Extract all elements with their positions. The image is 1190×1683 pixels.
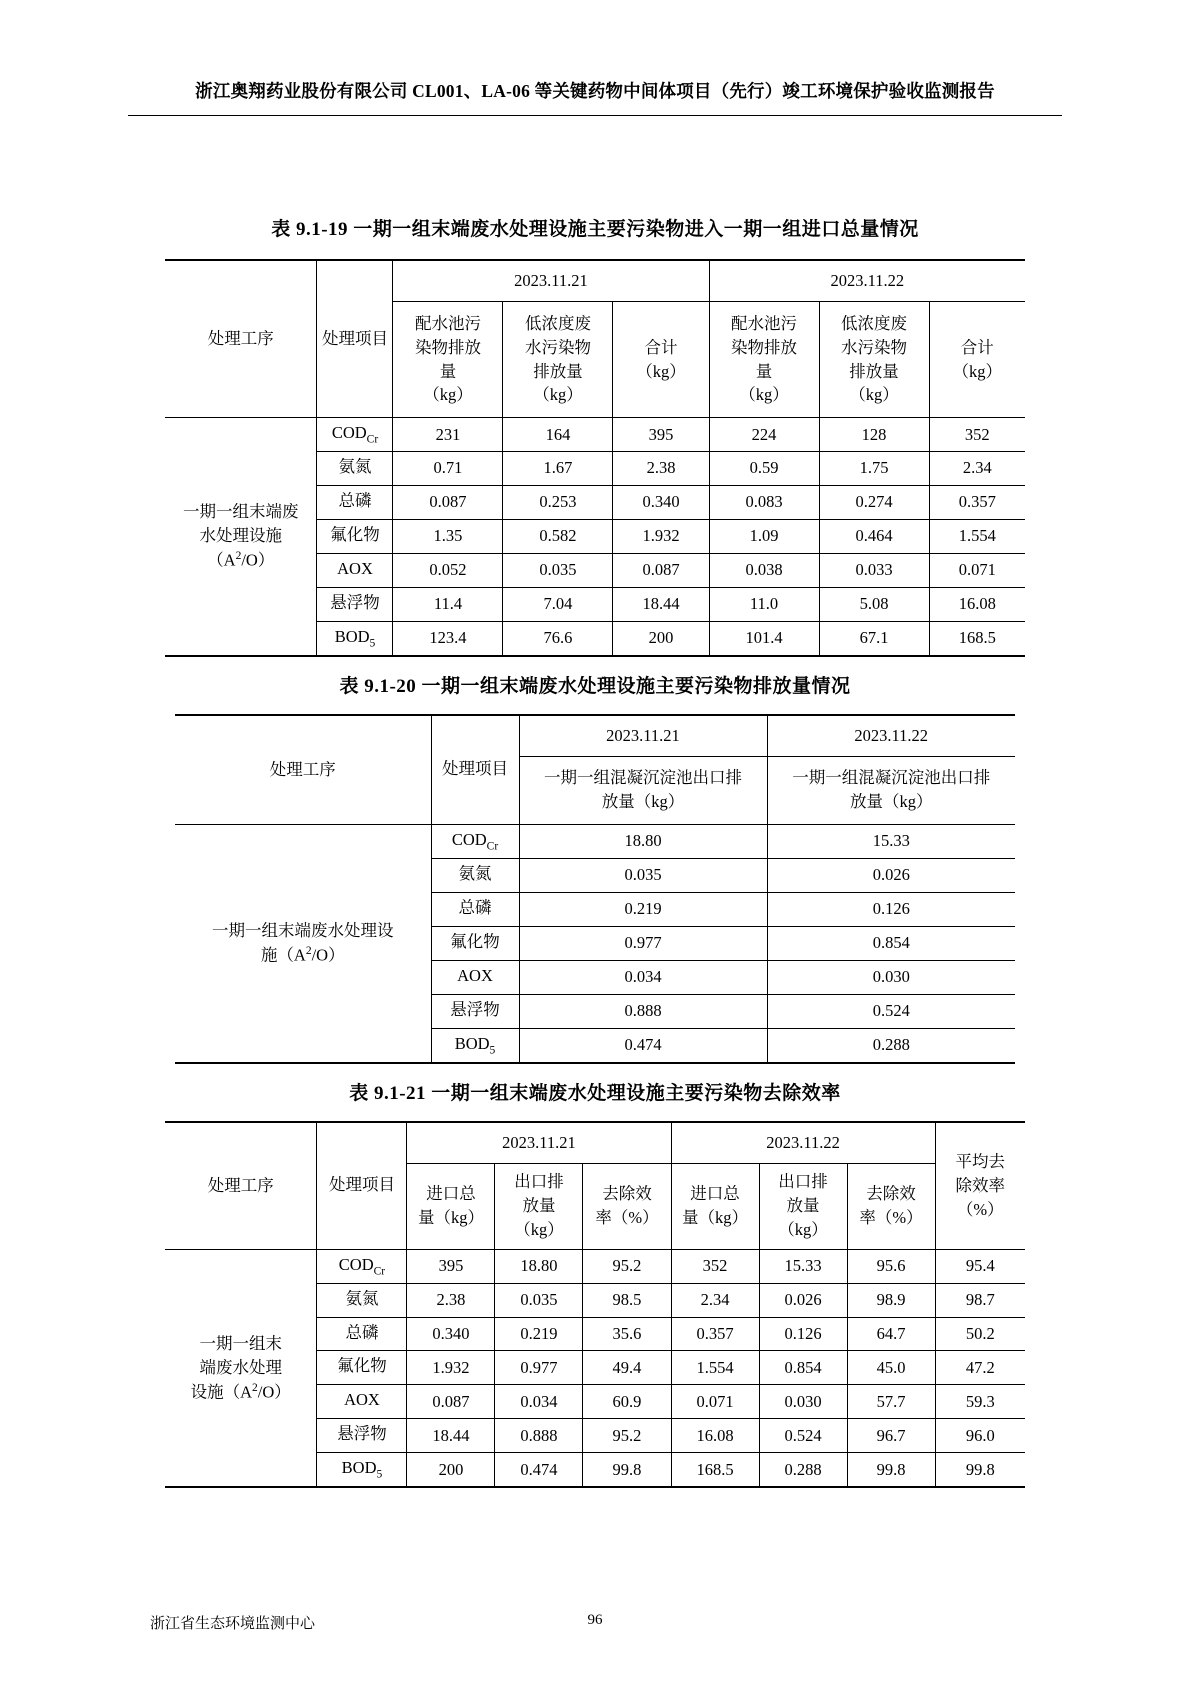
line: 端废水处理 bbox=[199, 1357, 282, 1377]
t1-row1-c0: 0.71 bbox=[393, 451, 503, 485]
t3-row2-c0: 0.340 bbox=[407, 1317, 495, 1351]
t1-row5-c3: 11.0 bbox=[709, 587, 819, 621]
line: （kg） bbox=[778, 1220, 828, 1240]
t3-row4-c3: 0.071 bbox=[671, 1385, 759, 1419]
t1-header-process: 处理工序 bbox=[165, 260, 317, 418]
t3-row1-c2: 98.5 bbox=[583, 1283, 671, 1317]
t1-row4-c5: 0.071 bbox=[929, 553, 1025, 587]
line: 出口排 bbox=[514, 1172, 564, 1192]
table-9-1-20-title: 表 9.1-20 一期一组末端废水处理设施主要污染物排放量情况 bbox=[339, 675, 851, 697]
t3-row2-c1: 0.219 bbox=[495, 1317, 583, 1351]
t2-process-name bbox=[175, 824, 431, 1062]
t2-header-date2: 2023.11.22 bbox=[767, 715, 1015, 757]
t2-subheader-1 bbox=[519, 756, 767, 824]
t3-row0-c2: 95.2 bbox=[583, 1249, 671, 1283]
t1-row3-item: 氟化物 bbox=[317, 519, 393, 553]
t3-row3-item: 氟化物 bbox=[317, 1351, 407, 1385]
t3-row2-c3: 0.357 bbox=[671, 1317, 759, 1351]
t3-row2-c4: 0.126 bbox=[759, 1317, 847, 1351]
t3-row2-c2: 35.6 bbox=[583, 1317, 671, 1351]
t2-row4-c0: 0.034 bbox=[519, 960, 767, 994]
line: 水污染物 bbox=[524, 337, 591, 357]
t1-header-item-text: 处理项目 bbox=[321, 328, 388, 348]
t3-row4-item: AOX bbox=[317, 1385, 407, 1419]
line: 量（kg） bbox=[417, 1208, 484, 1228]
t3-row5-c3: 16.08 bbox=[671, 1419, 759, 1453]
t1-row3-c2: 1.932 bbox=[613, 519, 709, 553]
line: 排放量 bbox=[533, 361, 583, 381]
t1-subheader-6 bbox=[929, 302, 1025, 418]
t1-row2-c3: 0.083 bbox=[709, 485, 819, 519]
t3-subheader-in2 bbox=[671, 1163, 759, 1249]
t1-row2-c2: 0.340 bbox=[613, 485, 709, 519]
t3-subheader-eff1 bbox=[583, 1163, 671, 1249]
t3-row4-c0: 0.087 bbox=[407, 1385, 495, 1419]
line: 量 bbox=[439, 361, 457, 381]
t1-process-name bbox=[165, 418, 317, 656]
t1-row2-c5: 0.357 bbox=[929, 485, 1025, 519]
t2-row0-c0: 18.80 bbox=[519, 824, 767, 858]
line: 平均去 bbox=[955, 1151, 1006, 1171]
table-9-1-21 bbox=[165, 1121, 1025, 1489]
line: 低浓度废 bbox=[841, 313, 908, 333]
t3-row5-c0: 18.44 bbox=[407, 1419, 495, 1453]
t1-subheader-2 bbox=[503, 302, 613, 418]
line: 一期一组混凝沉淀池出口排 bbox=[544, 768, 742, 788]
t1-row4-c4: 0.033 bbox=[819, 553, 929, 587]
t3-header-date2: 2023.11.22 bbox=[671, 1122, 935, 1164]
line: 一期一组混凝沉淀池出口排 bbox=[792, 768, 991, 788]
line: 处理项目 bbox=[442, 759, 508, 779]
t2-header-item bbox=[431, 715, 519, 825]
t3-row5-c2: 95.2 bbox=[583, 1419, 671, 1453]
t3-header-process: 处理工序 bbox=[165, 1122, 317, 1250]
t3-subheader-eff2 bbox=[847, 1163, 935, 1249]
t1-row6-c2: 200 bbox=[613, 621, 709, 655]
t1-row1-c5: 2.34 bbox=[929, 451, 1025, 485]
t1-row5-c5: 16.08 bbox=[929, 587, 1025, 621]
line: 处理项目 bbox=[328, 1175, 395, 1195]
t3-row1-c5: 98.9 bbox=[847, 1283, 935, 1317]
t1-row6-c5: 168.5 bbox=[929, 621, 1025, 655]
t1-row6-item: $BOD_5$ bbox=[317, 621, 393, 655]
t1-row4-item: AOX bbox=[317, 553, 393, 587]
table-row bbox=[175, 824, 1015, 858]
t1-row5-c1: 7.04 bbox=[503, 587, 613, 621]
t2-row2-c1: 0.126 bbox=[767, 892, 1015, 926]
t3-subheader-in1 bbox=[407, 1163, 495, 1249]
t3-process-name bbox=[165, 1249, 317, 1487]
t1-row0-c1: 164 bbox=[503, 418, 613, 452]
t3-row6-c2: 99.8 bbox=[583, 1453, 671, 1487]
line: （kg） bbox=[849, 385, 899, 405]
t3-row3-c4: 0.854 bbox=[759, 1351, 847, 1385]
line: 配水池污 bbox=[414, 313, 481, 333]
t3-row6-c4: 0.288 bbox=[759, 1453, 847, 1487]
t1-row5-item: 悬浮物 bbox=[317, 587, 393, 621]
t3-row1-item: 氨氮 bbox=[317, 1283, 407, 1317]
t2-row0-item: $COD_{Cr}$ bbox=[431, 824, 519, 858]
t3-row2-c5: 64.7 bbox=[847, 1317, 935, 1351]
line: （kg） bbox=[952, 361, 1003, 381]
line: 去除效 bbox=[866, 1184, 916, 1204]
line: 染物排放 bbox=[414, 337, 481, 357]
t2-row6-c1: 0.288 bbox=[767, 1028, 1015, 1062]
t1-row6-c3: 101.4 bbox=[709, 621, 819, 655]
t2-row5-c0: 0.888 bbox=[519, 994, 767, 1028]
page-header: 浙江奥翔药业股份有限公司 CL001、LA-06 等关键药物中间体项目（先行）竣工环境保护验收监测报告 bbox=[128, 78, 1062, 116]
t3-header-item bbox=[317, 1122, 407, 1250]
t1-row4-c3: 0.038 bbox=[709, 553, 819, 587]
t1-row4-c0: 0.052 bbox=[393, 553, 503, 587]
t3-row6-c1: 0.474 bbox=[495, 1453, 583, 1487]
t3-row5-c5: 96.7 bbox=[847, 1419, 935, 1453]
line: 合计 bbox=[644, 337, 678, 357]
t3-row0-c1: 18.80 bbox=[495, 1249, 583, 1283]
t1-row6-c1: 76.6 bbox=[503, 621, 613, 655]
t3-row5-c6: 96.0 bbox=[935, 1419, 1025, 1453]
t2-row1-c1: 0.026 bbox=[767, 858, 1015, 892]
t3-row3-c0: 1.932 bbox=[407, 1351, 495, 1385]
t3-row4-c6: 59.3 bbox=[935, 1385, 1025, 1419]
t3-row5-item: 悬浮物 bbox=[317, 1419, 407, 1453]
line: 量 bbox=[755, 361, 773, 381]
line: （kg） bbox=[514, 1220, 564, 1240]
line: 合计 bbox=[960, 337, 994, 357]
t3-row1-c0: 2.38 bbox=[407, 1283, 495, 1317]
t2-row3-c1: 0.854 bbox=[767, 926, 1015, 960]
line: 放量（kg） bbox=[601, 792, 685, 812]
t1-subheader-3 bbox=[613, 302, 709, 418]
t2-row1-item: 氨氮 bbox=[431, 858, 519, 892]
table-9-1-19-title: 表 9.1-19 一期一组末端废水处理设施主要污染物进入一期一组进口总量情况 bbox=[271, 219, 919, 240]
t3-row1-c4: 0.026 bbox=[759, 1283, 847, 1317]
t3-row6-c3: 168.5 bbox=[671, 1453, 759, 1487]
t3-row2-item: 总磷 bbox=[317, 1317, 407, 1351]
t3-row4-c2: 60.9 bbox=[583, 1385, 671, 1419]
t1-subheader-1 bbox=[393, 302, 503, 418]
line: 进口总 bbox=[690, 1184, 740, 1204]
t1-row0-c3: 224 bbox=[709, 418, 819, 452]
t1-row0-item: $COD_{Cr}$ bbox=[317, 418, 393, 452]
t3-row4-c1: 0.034 bbox=[495, 1385, 583, 1419]
t3-subheader-out1 bbox=[495, 1163, 583, 1249]
t3-row3-c2: 49.4 bbox=[583, 1351, 671, 1385]
t1-row1-item: 氨氮 bbox=[317, 451, 393, 485]
t3-row4-c5: 57.7 bbox=[847, 1385, 935, 1419]
t1-row3-c3: 1.09 bbox=[709, 519, 819, 553]
t3-header-date1: 2023.11.21 bbox=[407, 1122, 671, 1164]
line: 量（kg） bbox=[682, 1208, 748, 1228]
t3-row0-c4: 15.33 bbox=[759, 1249, 847, 1283]
t2-row5-item: 悬浮物 bbox=[431, 994, 519, 1028]
t2-header-date1: 2023.11.21 bbox=[519, 715, 767, 757]
t3-row0-c5: 95.6 bbox=[847, 1249, 935, 1283]
line: 一期一组末端废 bbox=[182, 502, 299, 522]
t1-row4-c2: 0.087 bbox=[613, 553, 709, 587]
t3-row3-c1: 0.977 bbox=[495, 1351, 583, 1385]
t2-row5-c1: 0.524 bbox=[767, 994, 1015, 1028]
t3-row0-c0: 395 bbox=[407, 1249, 495, 1283]
footer-organization: 浙江省生态环境监测中心 bbox=[150, 1616, 316, 1632]
t1-row2-c0: 0.087 bbox=[393, 485, 503, 519]
t3-subheader-out2 bbox=[759, 1163, 847, 1249]
t1-row3-c1: 0.582 bbox=[503, 519, 613, 553]
t1-row2-c1: 0.253 bbox=[503, 485, 613, 519]
t2-header-process: 处理工序 bbox=[175, 715, 431, 825]
line: （kg） bbox=[423, 385, 473, 405]
line: 进口总 bbox=[426, 1184, 476, 1204]
t3-row5-c4: 0.524 bbox=[759, 1419, 847, 1453]
t1-row1-c4: 1.75 bbox=[819, 451, 929, 485]
table-9-1-21-title: 表 9.1-21 一期一组末端废水处理设施主要污染物去除效率 bbox=[349, 1082, 841, 1104]
t3-row5-c1: 0.888 bbox=[495, 1419, 583, 1453]
t3-row1-c6: 98.7 bbox=[935, 1283, 1025, 1317]
page-footer bbox=[128, 1612, 1062, 1632]
line: 率（%） bbox=[859, 1208, 923, 1228]
table-row bbox=[165, 418, 1025, 452]
line: 施$(A^2/O)$ bbox=[260, 944, 345, 965]
t3-row2-c6: 50.2 bbox=[935, 1317, 1025, 1351]
t1-row1-c2: 2.38 bbox=[613, 451, 709, 485]
line: $(A^2/O)$ bbox=[207, 550, 275, 570]
t2-row3-c0: 0.977 bbox=[519, 926, 767, 960]
t1-header-date2: 2023.11.22 bbox=[709, 260, 1025, 302]
line: 放量 bbox=[786, 1196, 820, 1216]
t3-row6-item: $BOD_5$ bbox=[317, 1453, 407, 1487]
t1-row1-c3: 0.59 bbox=[709, 451, 819, 485]
line: 除效率 bbox=[955, 1175, 1006, 1195]
line: 低浓度废 bbox=[524, 313, 591, 333]
line: 染物排放 bbox=[731, 337, 798, 357]
t2-subheader-2 bbox=[767, 756, 1015, 824]
line: 水污染物 bbox=[841, 337, 908, 357]
footer-page-number: 96 bbox=[587, 1612, 603, 1628]
t1-row0-c0: 231 bbox=[393, 418, 503, 452]
t3-row0-item: $COD_{Cr}$ bbox=[317, 1249, 407, 1283]
t2-row2-c0: 0.219 bbox=[519, 892, 767, 926]
t3-row6-c6: 99.8 bbox=[935, 1453, 1025, 1487]
t2-row1-c0: 0.035 bbox=[519, 858, 767, 892]
line: 放量 bbox=[522, 1196, 556, 1216]
table-9-1-19 bbox=[165, 259, 1025, 657]
table-row bbox=[165, 1249, 1025, 1283]
line: 配水池污 bbox=[731, 313, 798, 333]
t1-row3-c4: 0.464 bbox=[819, 519, 929, 553]
t1-row3-c5: 1.554 bbox=[929, 519, 1025, 553]
t1-subheader-5 bbox=[819, 302, 929, 418]
t3-row3-c6: 47.2 bbox=[935, 1351, 1025, 1385]
t3-row1-c3: 2.34 bbox=[671, 1283, 759, 1317]
t3-row3-c5: 45.0 bbox=[847, 1351, 935, 1385]
line: 一期一组末端废水处理设 bbox=[212, 921, 394, 940]
t2-row6-c0: 0.474 bbox=[519, 1028, 767, 1062]
t1-row5-c0: 11.4 bbox=[393, 587, 503, 621]
t3-row4-c4: 0.030 bbox=[759, 1385, 847, 1419]
t3-header-average bbox=[935, 1122, 1025, 1250]
t1-row2-item: 总磷 bbox=[317, 485, 393, 519]
line: （kg） bbox=[636, 361, 686, 381]
t1-row6-c4: 67.1 bbox=[819, 621, 929, 655]
t2-row4-c1: 0.030 bbox=[767, 960, 1015, 994]
t1-row1-c1: 1.67 bbox=[503, 451, 613, 485]
t1-row0-c2: 395 bbox=[613, 418, 709, 452]
line: （kg） bbox=[739, 385, 789, 405]
line: 设施$(A^2/O)$ bbox=[190, 1381, 291, 1402]
t3-row3-c3: 1.554 bbox=[671, 1351, 759, 1385]
line: 去除效 bbox=[602, 1184, 652, 1204]
t3-row1-c1: 0.035 bbox=[495, 1283, 583, 1317]
t1-row5-c2: 18.44 bbox=[613, 587, 709, 621]
t3-row0-c3: 352 bbox=[671, 1249, 759, 1283]
t2-row6-item: $BOD_5$ bbox=[431, 1028, 519, 1062]
t1-header-item bbox=[317, 260, 393, 418]
t1-row5-c4: 5.08 bbox=[819, 587, 929, 621]
line: 排放量 bbox=[849, 361, 899, 381]
line: （%） bbox=[956, 1199, 1004, 1219]
t1-row4-c1: 0.035 bbox=[503, 553, 613, 587]
t1-row6-c0: 123.4 bbox=[393, 621, 503, 655]
line: 出口排 bbox=[778, 1172, 828, 1192]
t1-row0-c5: 352 bbox=[929, 418, 1025, 452]
line: 水处理设施 bbox=[199, 526, 282, 546]
t3-row6-c0: 200 bbox=[407, 1453, 495, 1487]
line: （kg） bbox=[533, 385, 583, 405]
t1-subheader-4 bbox=[709, 302, 819, 418]
t2-row4-item: AOX bbox=[431, 960, 519, 994]
t3-row0-c6: 95.4 bbox=[935, 1249, 1025, 1283]
table-9-1-20 bbox=[175, 714, 1015, 1064]
t1-row2-c4: 0.274 bbox=[819, 485, 929, 519]
t1-row3-c0: 1.35 bbox=[393, 519, 503, 553]
line: 一期一组末 bbox=[199, 1333, 282, 1353]
t1-row0-c4: 128 bbox=[819, 418, 929, 452]
t1-header-date1: 2023.11.21 bbox=[393, 260, 709, 302]
line: 率（%） bbox=[595, 1208, 659, 1228]
line: 放量（kg） bbox=[850, 792, 933, 812]
t3-row6-c5: 99.8 bbox=[847, 1453, 935, 1487]
t2-row0-c1: 15.33 bbox=[767, 824, 1015, 858]
t2-row2-item: 总磷 bbox=[431, 892, 519, 926]
t2-row3-item: 氟化物 bbox=[431, 926, 519, 960]
